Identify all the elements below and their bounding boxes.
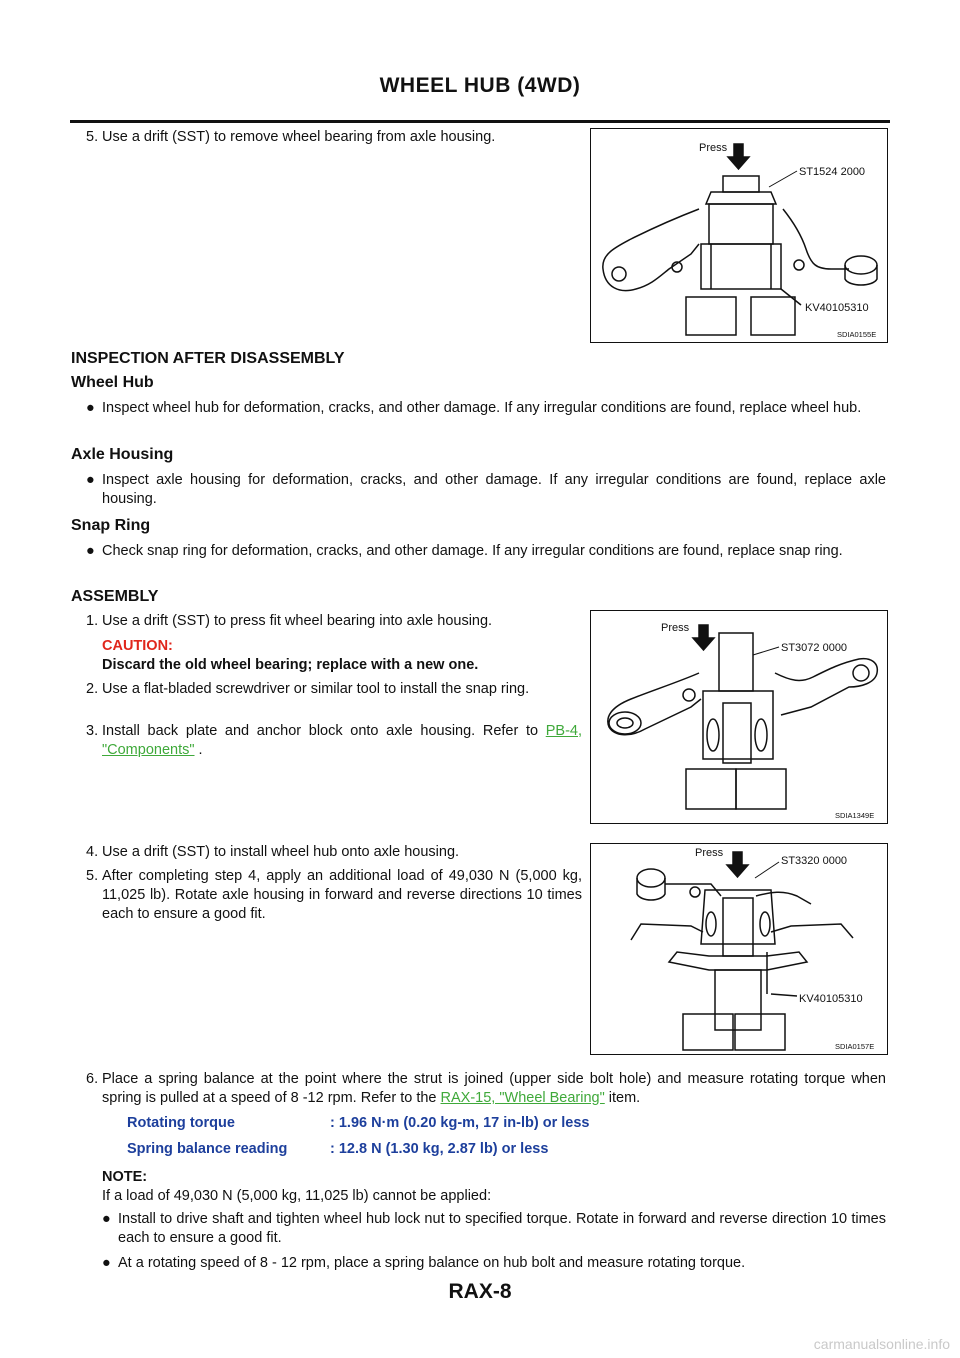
section-heading-assembly: ASSEMBLY [71, 588, 159, 605]
figure-code: SDIA0155E [837, 330, 877, 339]
step-text: Use a drift (SST) to install wheel hub onto axle housing. [102, 844, 460, 860]
step-3-text: Install back plate and anchor block onto axle housing. Refer to [102, 723, 539, 739]
bullet-dot: ● [86, 543, 95, 559]
step-6-text: Place a spring balance at the point where the strut is joined (upper side bolt hole) and measure rotating torque when spring is pulled at a speed of 8 -12 rpm. Refer to the [102, 1071, 886, 1106]
link-rax-15-wheel-bearing[interactable]: RAX-15, "Wheel Bearing" [440, 1090, 605, 1106]
header-divider [70, 120, 890, 123]
assembly-step-2 [86, 680, 582, 720]
step-number: 1. [86, 613, 99, 629]
label-tool-1: ST1524 2000 [799, 166, 866, 178]
figure-code: SDIA0157E [835, 1042, 875, 1051]
label-press: Press [695, 847, 724, 859]
bullet-dot: ● [102, 1211, 111, 1227]
step-text: Use a drift (SST) to remove wheel bearing from axle housing. [102, 129, 496, 145]
watermark: carmanualsonline.info [813, 1336, 950, 1352]
bullet-text: Inspect wheel hub for deformation, cracks, and other damage. If any irregular conditions are found, replace wheel hub. [102, 400, 862, 416]
bullet-text: Install to drive shaft and tighten wheel hub lock nut to specified torque. Rotate in forward and reverse direction 10 times each to ensure a good fit. [118, 1211, 886, 1246]
bullet-dot: ● [86, 472, 95, 488]
subheading-axle-housing: Axle Housing [71, 446, 174, 463]
figure-code: SDIA1349E [835, 811, 875, 820]
label-tool-1: ST3072 0000 [781, 642, 848, 654]
step-number: 5. [86, 868, 99, 884]
bullet-dot: ● [102, 1255, 111, 1271]
bullet-text: At a rotating speed of 8 - 12 rpm, place a spring balance on hub bolt and measure rotating torque. [118, 1255, 746, 1271]
note-text: If a load of 49,030 N (5,000 kg, 11,025 lb) cannot be applied: [102, 1188, 492, 1204]
caution-label: CAUTION: [102, 638, 173, 654]
spec-value-spring-balance: : 12.8 N (1.30 kg, 2.87 lb) or less [330, 1141, 549, 1157]
page-title: WHEEL HUB (4WD) [379, 74, 581, 97]
step-3-after: . [194, 742, 203, 758]
label-tool-2: KV40105310 [799, 993, 863, 1005]
step-number: 4. [86, 844, 99, 860]
figure-wheel-bearing-press-fit [590, 610, 888, 824]
figure-illustration [591, 611, 887, 823]
note-label: NOTE: [102, 1169, 148, 1185]
step-number: 3. [86, 723, 99, 739]
section-heading-inspection: INSPECTION AFTER DISASSEMBLY [71, 350, 345, 367]
subheading-snap-ring: Snap Ring [71, 517, 151, 534]
step-text [102, 1070, 886, 1108]
subheading-wheel-hub: Wheel Hub [71, 374, 154, 391]
link-pb-4-components[interactable]: PB-4, "Components" [102, 723, 582, 758]
label-tool-1: ST3320 0000 [781, 855, 848, 867]
caution-block [102, 637, 582, 675]
step-6-after: item. [604, 1090, 641, 1106]
figure-wheel-bearing-removal [590, 128, 888, 343]
spec-value-rotating-torque: : 1.96 N·m (0.20 kg-m, 17 in-lb) or less [330, 1115, 590, 1131]
step-number: 6. [86, 1071, 99, 1087]
assembly-step-6 [86, 1070, 886, 1110]
label-press: Press [699, 142, 728, 154]
figure-illustration [591, 129, 887, 342]
bullet-dot: ● [86, 400, 95, 416]
step-number: 5. [86, 129, 99, 145]
page-number: RAX-8 [448, 1280, 512, 1303]
step-number: 2. [86, 681, 99, 697]
label-tool-2: KV40105310 [805, 302, 869, 314]
step-text: Use a drift (SST) to press fit wheel bearing into axle housing. [102, 613, 493, 629]
figure-illustration [591, 844, 887, 1054]
label-press: Press [661, 622, 690, 634]
step-text: After completing step 4, apply an additional load of 49,030 N (5,000 kg, 11,025 lb). Rotate axle housing in forward and reverse directions 10 times each to ensure a good fit. [102, 868, 582, 922]
assembly-step-5 [86, 867, 582, 927]
figure-wheel-hub-install [590, 843, 888, 1055]
spec-label-spring-balance: Spring balance reading [127, 1141, 288, 1157]
step-text: Use a flat-bladed screwdriver or similar tool to install the snap ring. [102, 681, 530, 697]
step-text [102, 722, 582, 760]
bullet-text: Inspect axle housing for deformation, cracks, and other damage. If any irregular conditions are found, replace axle housing. [102, 472, 886, 507]
caution-text: Discard the old wheel bearing; replace with a new one. [102, 657, 479, 673]
spec-label-rotating-torque: Rotating torque [127, 1115, 235, 1131]
assembly-step-3 [86, 722, 582, 762]
bullet-text: Check snap ring for deformation, cracks, and other damage. If any irregular conditions are found, replace snap ring. [102, 543, 843, 559]
